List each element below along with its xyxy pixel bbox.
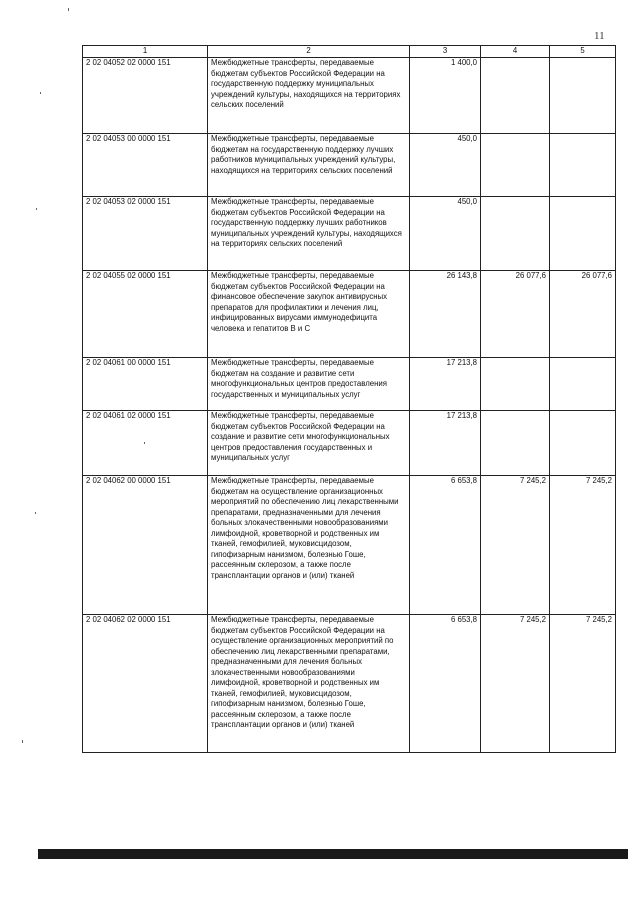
table-row: [83, 271, 616, 358]
row-value-col4: 7 245,2: [481, 615, 550, 753]
row-value-col5: [550, 411, 616, 476]
table-row: [83, 615, 616, 753]
column-header-5: 5: [550, 46, 616, 58]
row-description: Межбюджетные трансферты, передаваемые бюджетам субъектов Российской Федерации на осуществление организационных мероприятий по обеспечению лиц лекарственными препаратами, предназначенными для лечения больных злокачественными новообразованиями лимфоидной, кроветворной и родственных им тканей, гемофилией, муковисцидозом, гипофизарным нанизмом, болезнью Гоше, рассеянным склерозом, а также после трансплантации органов и (или) тканей: [208, 615, 410, 753]
row-code: 2 02 04055 02 0000 151: [83, 271, 208, 358]
row-value-col3: 6 653,8: [410, 476, 481, 615]
row-description: Межбюджетные трансферты, передаваемые бюджетам на осуществление организационных мероприятий по обеспечению лиц лекарственными препаратами, предназначенными для лечения больных злокачественными новообразованиями лимфоидной, кроветворной и родственных им тканей, гемофилией, муковисцидозом, гипофизарным нанизмом, болезнью Гоше, рассеянным склерозом, а также после трансплантации органов и (или) тканей: [208, 476, 410, 615]
row-description: Межбюджетные трансферты, передаваемые бюджетам субъектов Российской Федерации на финансовое обеспечение закупок антивирусных препаратов для профилактики и лечения лиц, инфицированных вирусами иммунодефицита человека и гепатитов В и С: [208, 271, 410, 358]
row-description: Межбюджетные трансферты, передаваемые бюджетам субъектов Российской Федерации на создание и развитие сети многофункциональных центров предоставления государственных и муниципальных услуг: [208, 411, 410, 476]
row-value-col3: 6 653,8: [410, 615, 481, 753]
row-value-col4: [481, 197, 550, 271]
scan-artifact-mark: [144, 442, 145, 444]
row-value-col5: 7 245,2: [550, 615, 616, 753]
row-value-col4: [481, 58, 550, 134]
row-value-col4: 26 077,6: [481, 271, 550, 358]
scan-artifact-mark: [40, 92, 41, 94]
scan-artifact-mark: [36, 208, 37, 210]
row-code: 2 02 04061 02 0000 151: [83, 411, 208, 476]
row-value-col5: [550, 58, 616, 134]
table-header-row: [83, 46, 616, 58]
row-value-col5: [550, 197, 616, 271]
row-code: 2 02 04062 00 0000 151: [83, 476, 208, 615]
row-code: 2 02 04052 02 0000 151: [83, 58, 208, 134]
page-number: 11: [594, 30, 605, 42]
row-value-col4: [481, 134, 550, 197]
row-code: 2 02 04053 00 0000 151: [83, 134, 208, 197]
row-code: 2 02 04062 02 0000 151: [83, 615, 208, 753]
row-value-col5: [550, 134, 616, 197]
row-value-col4: [481, 411, 550, 476]
table-row: [83, 58, 616, 134]
row-description: Межбюджетные трансферты, передаваемые бюджетам субъектов Российской Федерации на государственную поддержку муниципальных учреждений культуры, находящихся на территориях сельских поселений: [208, 58, 410, 134]
column-header-2: 2: [208, 46, 410, 58]
row-value-col3: 1 400,0: [410, 58, 481, 134]
table-row: [83, 134, 616, 197]
row-code: 2 02 04061 00 0000 151: [83, 358, 208, 411]
row-value-col3: 17 213,8: [410, 358, 481, 411]
row-code: 2 02 04053 02 0000 151: [83, 197, 208, 271]
scan-artifact-mark: [22, 740, 23, 743]
table-row: [83, 197, 616, 271]
row-value-col5: [550, 358, 616, 411]
row-description: Межбюджетные трансферты, передаваемые бюджетам на создание и развитие сети многофункциональных центров предоставления государственных и муниципальных услуг: [208, 358, 410, 411]
row-value-col5: 7 245,2: [550, 476, 616, 615]
row-value-col5: 26 077,6: [550, 271, 616, 358]
row-description: Межбюджетные трансферты, передаваемые бюджетам субъектов Российской Федерации на государственную поддержку лучших работников муниципальных учреждений культуры, находящихся на территориях сельских поселений: [208, 197, 410, 271]
row-value-col3: 450,0: [410, 197, 481, 271]
row-value-col4: 7 245,2: [481, 476, 550, 615]
table-row: [83, 476, 616, 615]
column-header-4: 4: [481, 46, 550, 58]
table-row: [83, 358, 616, 411]
scan-bottom-bar: [38, 849, 628, 859]
row-value-col3: 17 213,8: [410, 411, 481, 476]
budget-table: [82, 45, 616, 753]
row-value-col4: [481, 358, 550, 411]
table-row: [83, 411, 616, 476]
scan-artifact-mark: [35, 512, 36, 514]
column-header-3: 3: [410, 46, 481, 58]
row-value-col3: 450,0: [410, 134, 481, 197]
row-description: Межбюджетные трансферты, передаваемые бюджетам на государственную поддержку лучших работников муниципальных учреждений культуры, находящихся на территориях сельских поселений: [208, 134, 410, 197]
row-value-col3: 26 143,8: [410, 271, 481, 358]
column-header-1: 1: [83, 46, 208, 58]
scan-artifact-mark: [68, 8, 69, 11]
